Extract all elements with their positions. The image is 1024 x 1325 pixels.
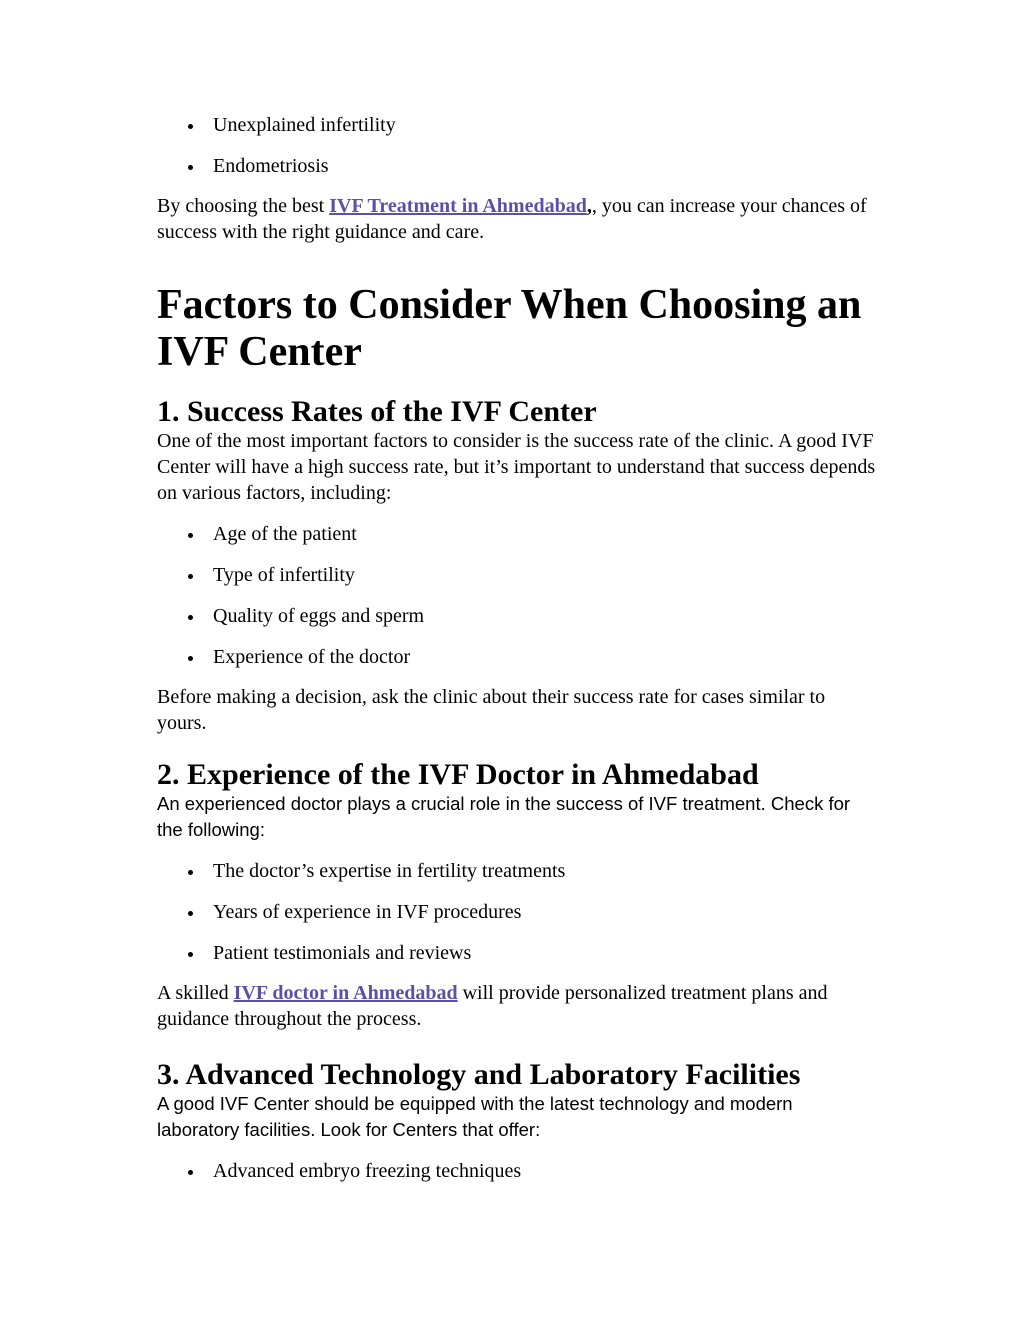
technology-list: [157, 1158, 877, 1184]
list-item: The doctor’s expertise in fertility treatments: [157, 858, 877, 884]
section-heading-doctor-experience: 2. Experience of the IVF Doctor in Ahmedabad: [157, 758, 759, 791]
ivf-doctor-link[interactable]: IVF doctor in Ahmedabad: [233, 982, 458, 1004]
success-factors-list: [157, 521, 877, 670]
list-item: Quality of eggs and sperm: [157, 603, 877, 629]
section-heading-success-rates: 1. Success Rates of the IVF Center: [157, 395, 597, 428]
list-item: Endometriosis: [157, 153, 877, 179]
ivf-treatment-link[interactable]: IVF Treatment in Ahmedabad: [329, 195, 587, 217]
section2-intro: An experienced doctor plays a crucial role in the success of IVF treatment. Check for the following:: [157, 793, 851, 840]
list-item: Type of infertility: [157, 562, 877, 588]
list-item: Unexplained infertility: [157, 112, 877, 138]
list-item: Age of the patient: [157, 521, 877, 547]
section3-intro: A good IVF Center should be equipped with the latest technology and modern laboratory facilities. Look for Centers that offer:: [157, 1093, 793, 1140]
doctor-checks-list: [157, 858, 877, 966]
section1-outro: Before making a decision, ask the clinic about their success rate for cases similar to yours.: [157, 686, 826, 734]
intro-paragraph: By choosing the best IVF Treatment in Ahmedabad,, you can increase your chances of success with the right guidance and care.: [157, 195, 867, 243]
list-item: Advanced embryo freezing techniques: [157, 1158, 877, 1184]
document-page: [157, 112, 877, 1199]
list-item: Patient testimonials and reviews: [157, 940, 877, 966]
section-heading-technology: 3. Advanced Technology and Laboratory Facilities: [157, 1058, 801, 1091]
main-heading: Factors to Consider When Choosing an IVF Center: [157, 282, 862, 375]
list-item: Years of experience in IVF procedures: [157, 899, 877, 925]
section2-outro: A skilled IVF doctor in Ahmedabad will provide personalized treatment plans and guidance throughout the process.: [157, 982, 828, 1030]
section1-intro: One of the most important factors to consider is the success rate of the clinic. A good IVF Center will have a high success rate, but it’s important to understand that success depends on various factors, including:: [157, 430, 876, 504]
list-item: Experience of the doctor: [157, 644, 877, 670]
condition-list: [157, 112, 877, 179]
